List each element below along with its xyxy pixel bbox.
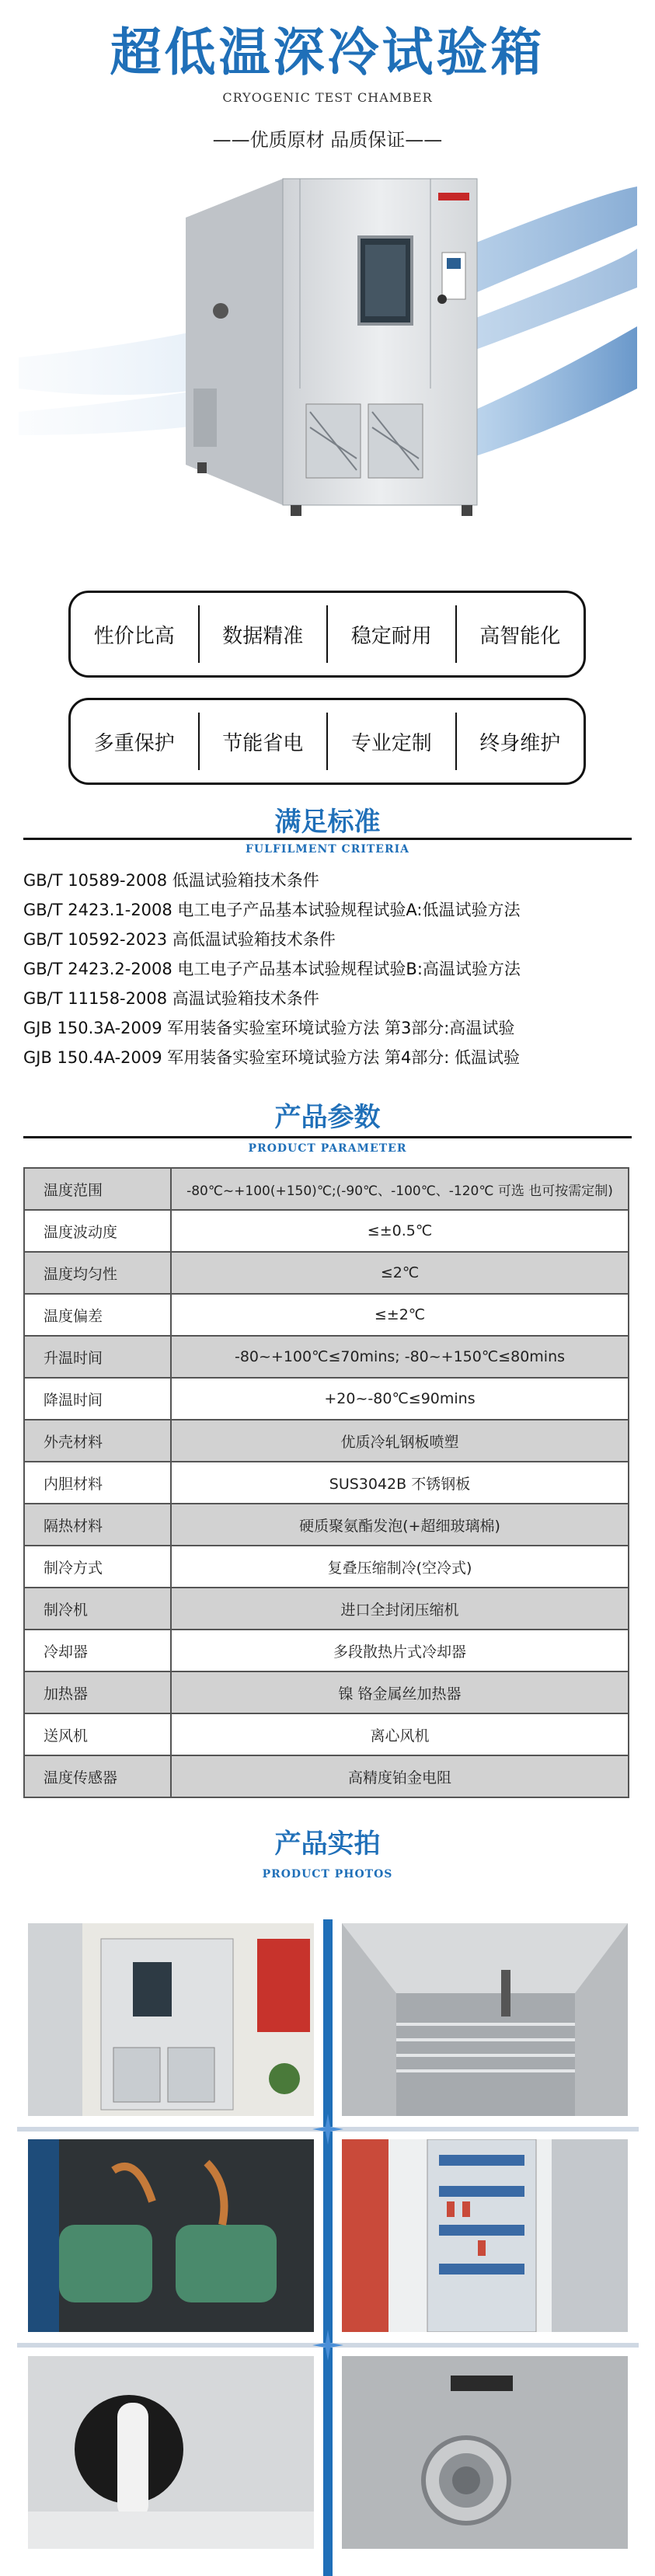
photo-lead-port xyxy=(342,2356,628,2549)
param-row xyxy=(24,1755,629,1797)
param-label: 制冷方式 xyxy=(24,1546,171,1588)
photo-interior-rack xyxy=(342,1923,628,2116)
param-value: SUS3042B 不锈钢板 xyxy=(171,1462,629,1504)
param-value: 复叠压缩制冷(空冷式) xyxy=(171,1546,629,1588)
page-subtitle-en: CRYOGENIC TEST CHAMBER xyxy=(222,90,433,105)
feature-label: 数据精准 xyxy=(222,624,304,648)
param-row xyxy=(24,1588,629,1630)
hero-product-image xyxy=(19,155,637,544)
param-value: -80℃~+100(+150)℃;(-90℃、-100℃、-120℃ 可选 也可按需定制) xyxy=(171,1168,629,1210)
param-value: -80~+100℃≤70mins; -80~+150℃≤80mins xyxy=(171,1336,629,1378)
feature-label: 稳定耐用 xyxy=(350,624,432,648)
param-label: 温度均匀性 xyxy=(24,1252,171,1294)
section-divider xyxy=(23,1136,632,1138)
param-value: 离心风机 xyxy=(171,1713,629,1755)
params-title: 产品参数 xyxy=(274,1102,381,1133)
param-value: ≤2℃ xyxy=(171,1252,629,1294)
param-label: 升温时间 xyxy=(24,1336,171,1378)
feature-label: 节能省电 xyxy=(222,731,304,755)
param-value: 硬质聚氨酯发泡(+超细玻璃棉) xyxy=(171,1504,629,1546)
param-row xyxy=(24,1168,629,1210)
param-row xyxy=(24,1420,629,1462)
standards-title: 满足标准 xyxy=(274,807,381,838)
param-value: 进口全封闭压缩机 xyxy=(171,1588,629,1630)
param-value: 多段散热片式冷却器 xyxy=(171,1630,629,1671)
param-label: 温度波动度 xyxy=(24,1210,171,1252)
features-box-2 xyxy=(68,698,586,785)
param-row xyxy=(24,1462,629,1504)
photos-title: 产品实拍 xyxy=(274,1828,381,1860)
param-row xyxy=(24,1336,629,1378)
feature-label: 高智能化 xyxy=(479,624,561,648)
standard-item: GB/T 10589-2008 低温试验箱技术条件 xyxy=(23,871,319,890)
standard-item: GB/T 2423.2-2008 电工电子产品基本试验规程试验B:高温试验方法 xyxy=(23,960,521,978)
photos-subtitle: PRODUCT PHOTOS xyxy=(262,1868,393,1881)
param-value: 优质冷轧钢板喷塑 xyxy=(171,1420,629,1462)
param-row xyxy=(24,1210,629,1252)
param-row xyxy=(24,1630,629,1671)
standard-item: GB/T 10592-2023 高低温试验箱技术条件 xyxy=(23,930,336,949)
param-value: ≤±0.5℃ xyxy=(171,1210,629,1252)
param-label: 温度范围 xyxy=(24,1168,171,1210)
photo-test-port xyxy=(28,2356,314,2549)
standards-list xyxy=(23,866,637,1072)
photos-grid xyxy=(0,1888,655,2576)
photo-electrical-cabinet xyxy=(342,2139,628,2332)
param-label: 内胆材料 xyxy=(24,1462,171,1504)
standard-item: GB/T 2423.1-2008 电工电子产品基本试验规程试验A:低温试验方法 xyxy=(23,901,521,919)
sparkle-icon xyxy=(312,2114,343,2145)
param-label: 送风机 xyxy=(24,1713,171,1755)
param-label: 制冷机 xyxy=(24,1588,171,1630)
param-row xyxy=(24,1252,629,1294)
param-row xyxy=(24,1378,629,1420)
param-label: 加热器 xyxy=(24,1671,171,1713)
feature-label: 多重保护 xyxy=(93,731,175,755)
photo-compressors xyxy=(28,2139,314,2332)
slogan: ——优质原材 品质保证—— xyxy=(212,129,443,151)
param-row xyxy=(24,1504,629,1546)
param-value: ≤±2℃ xyxy=(171,1294,629,1336)
param-label: 外壳材料 xyxy=(24,1420,171,1462)
param-row xyxy=(24,1713,629,1755)
param-label: 温度传感器 xyxy=(24,1755,171,1797)
feature-label: 专业定制 xyxy=(350,731,432,755)
standard-item: GJB 150.3A-2009 军用装备实验室环境试验方法 第3部分:高温试验 xyxy=(23,1019,515,1037)
param-row xyxy=(24,1671,629,1713)
param-label: 降温时间 xyxy=(24,1378,171,1420)
param-value: +20~-80℃≤90mins xyxy=(171,1378,629,1420)
features-box-1 xyxy=(68,591,586,678)
params-subtitle: PRODUCT PARAMETER xyxy=(248,1142,407,1155)
photo-chamber-front xyxy=(28,1923,314,2116)
param-label: 隔热材料 xyxy=(24,1504,171,1546)
standard-item: GB/T 11158-2008 高温试验箱技术条件 xyxy=(23,989,319,1008)
param-row xyxy=(24,1546,629,1588)
feature-label: 终身维护 xyxy=(479,731,561,755)
feature-label: 性价比高 xyxy=(93,624,175,648)
param-label: 冷却器 xyxy=(24,1630,171,1671)
param-row xyxy=(24,1294,629,1336)
photo-divider-vertical xyxy=(323,1919,333,2576)
standard-item: GJB 150.4A-2009 军用装备实验室环境试验方法 第4部分: 低温试验 xyxy=(23,1048,521,1067)
params-table xyxy=(23,1167,629,1798)
standards-subtitle: FULFILMENT CRITERIA xyxy=(245,843,410,856)
param-value: 镍 铬金属丝加热器 xyxy=(171,1671,629,1713)
page-title: 超低温深冷试验箱 xyxy=(110,23,545,82)
sparkle-icon xyxy=(312,2330,343,2361)
param-label: 温度偏差 xyxy=(24,1294,171,1336)
section-divider xyxy=(23,838,632,840)
param-value: 高精度铂金电阻 xyxy=(171,1755,629,1797)
